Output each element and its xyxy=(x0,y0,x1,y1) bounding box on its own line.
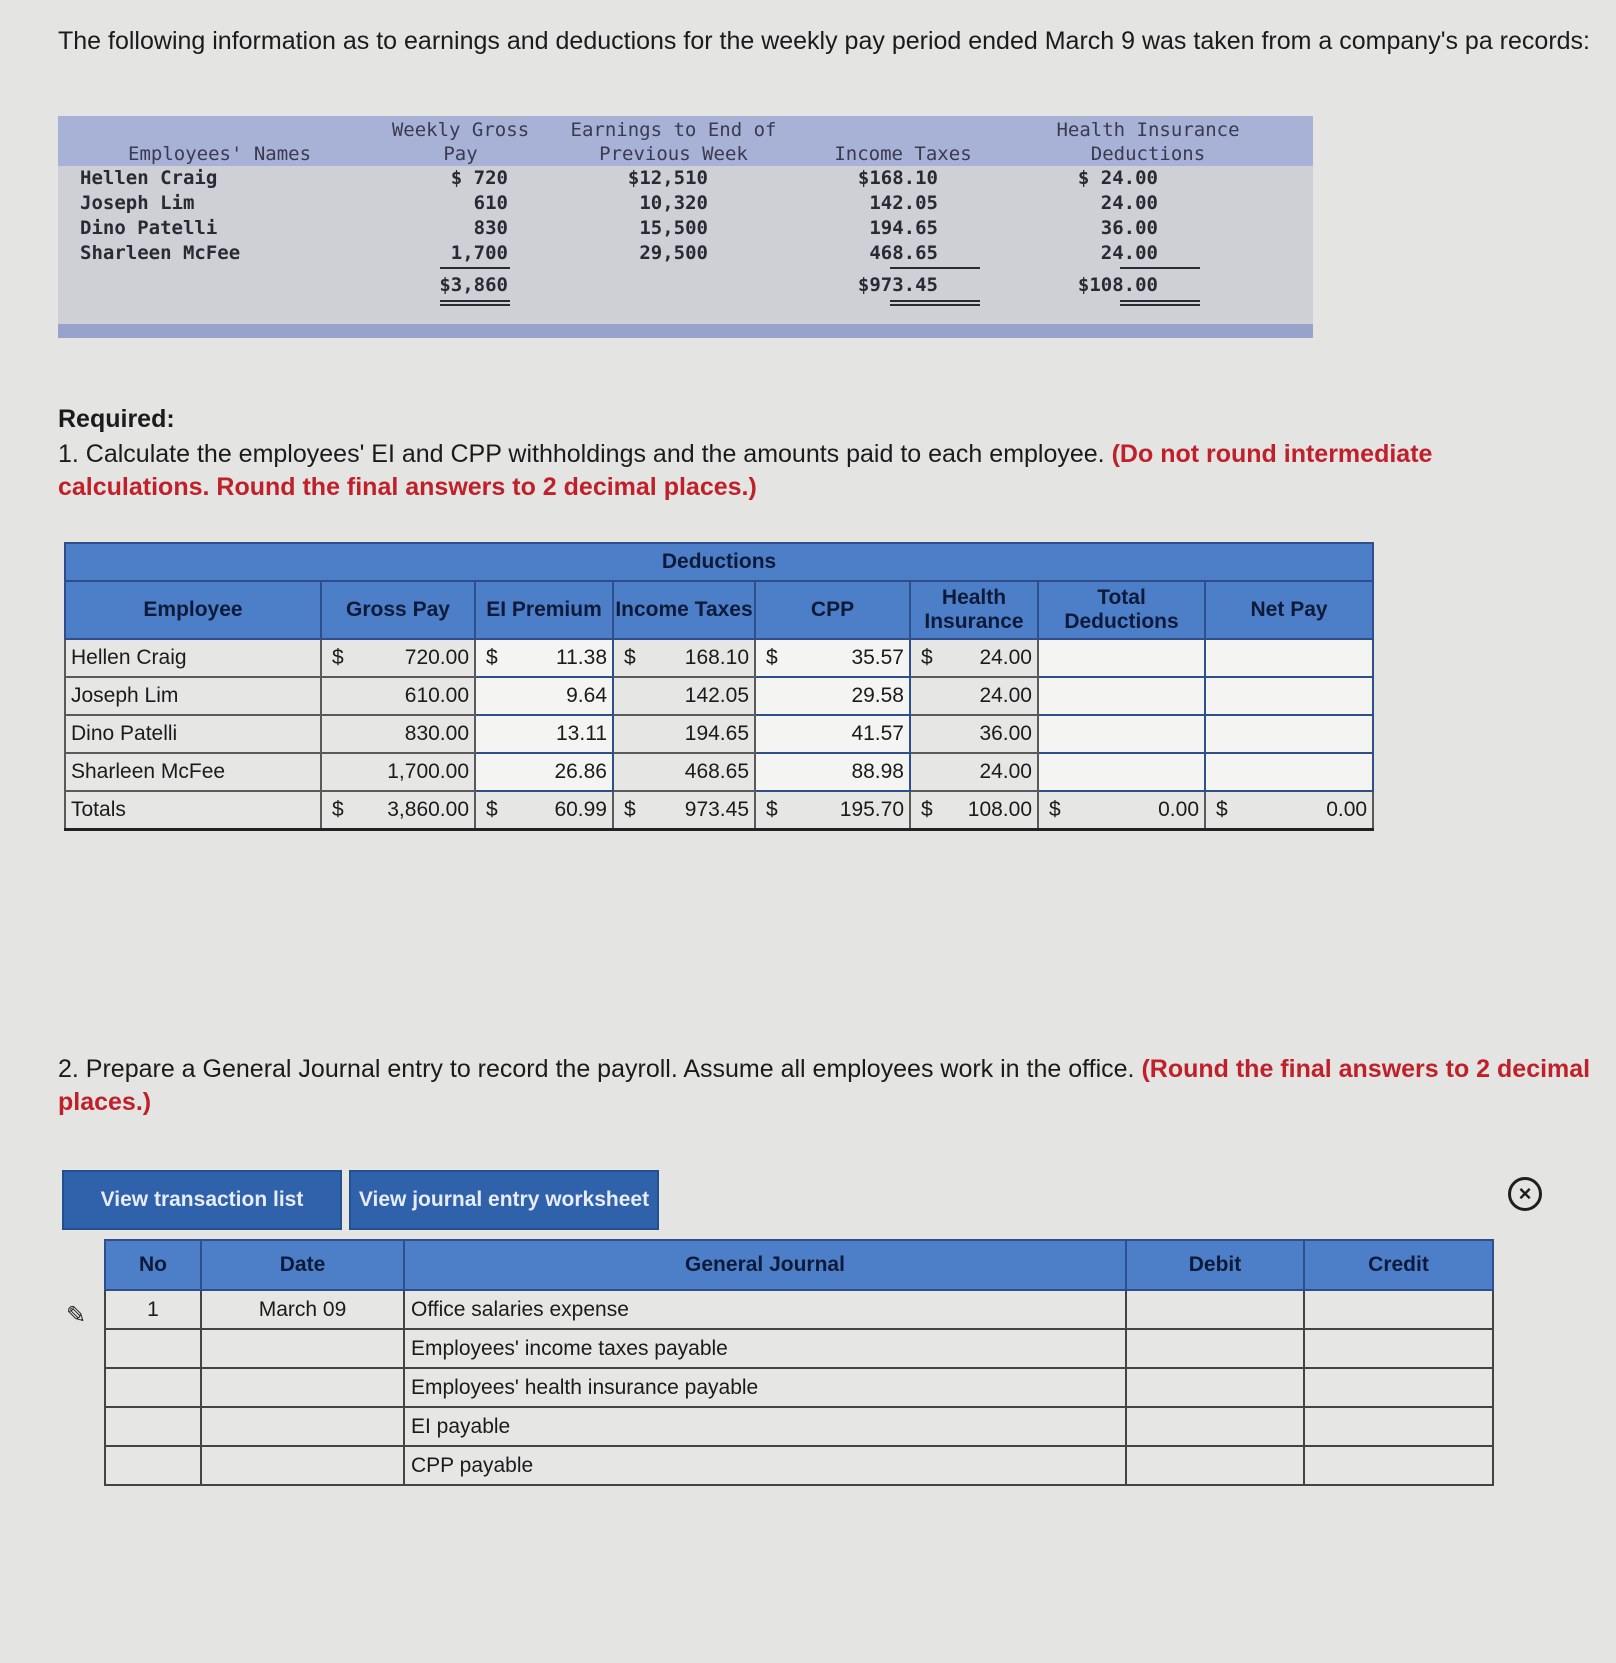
income-taxes-cell: $ 168.10 xyxy=(613,639,755,677)
credit-input[interactable] xyxy=(1304,1407,1493,1446)
col-employee: Employee xyxy=(65,581,321,639)
income-taxes-cell: 468.65 xyxy=(613,753,755,791)
info-gross: 830 xyxy=(473,217,508,239)
info-health: 36.00 xyxy=(1100,217,1158,239)
debit-input[interactable] xyxy=(1126,1446,1304,1485)
info-health: 24.00 xyxy=(1100,192,1158,214)
table-row xyxy=(65,639,1373,677)
info-total-tax: $973.45 xyxy=(857,274,938,296)
col-total-deductions: Total Deductions xyxy=(1038,581,1205,639)
underline xyxy=(1120,267,1200,269)
account-name: Employees' health insurance payable xyxy=(404,1368,1126,1407)
part2-instructions xyxy=(58,1053,1610,1119)
info-gross: $ 720 xyxy=(450,167,508,189)
part1-text: 1. Calculate the employees' EI and CPP withholdings and the amounts paid to each employee. xyxy=(58,440,1105,468)
col-credit: Credit xyxy=(1304,1240,1493,1290)
debit-input[interactable] xyxy=(1126,1290,1304,1329)
entry-date xyxy=(201,1446,404,1485)
col-net-pay: Net Pay xyxy=(1205,581,1373,639)
health-insurance-cell: $ 24.00 xyxy=(910,639,1038,677)
col-no: No xyxy=(105,1240,201,1290)
entry-number xyxy=(105,1329,201,1368)
credit-input[interactable] xyxy=(1304,1446,1493,1485)
col-gross-pay: Gross Pay xyxy=(321,581,475,639)
employee-name: Sharleen McFee xyxy=(65,753,321,791)
underline xyxy=(890,267,980,269)
info-header-prev-1: Earnings to End of xyxy=(570,119,777,141)
info-prev: $12,510 xyxy=(627,167,708,189)
total-gross-pay: $ 3,860.00 xyxy=(321,791,475,830)
account-name: EI payable xyxy=(404,1407,1126,1446)
debit-input[interactable] xyxy=(1126,1368,1304,1407)
total-net-pay: $ 0.00 xyxy=(1205,791,1373,830)
journal-row xyxy=(105,1407,1493,1446)
total-deductions-input[interactable] xyxy=(1038,677,1205,715)
entry-number xyxy=(105,1368,201,1407)
info-name: Joseph Lim xyxy=(80,192,195,214)
info-header-prev-2: Previous Week xyxy=(599,143,748,165)
account-name: CPP payable xyxy=(404,1446,1126,1485)
income-taxes-cell: 194.65 xyxy=(613,715,755,753)
cpp-input[interactable]: 41.57 xyxy=(755,715,910,753)
double-underline xyxy=(440,304,510,306)
col-health-insurance: Health Insurance xyxy=(910,581,1038,639)
gross-pay-cell: 1,700.00 xyxy=(321,753,475,791)
ei-premium-input[interactable]: 13.11 xyxy=(475,715,613,753)
entry-number xyxy=(105,1446,201,1485)
payroll-info-table xyxy=(58,116,1313,338)
cpp-input[interactable]: 88.98 xyxy=(755,753,910,791)
journal-row xyxy=(105,1329,1493,1368)
deductions-table xyxy=(64,542,1374,831)
journal-row xyxy=(105,1368,1493,1407)
general-journal-table xyxy=(104,1239,1494,1486)
journal-row xyxy=(105,1290,1493,1329)
info-header-health-1: Health Insurance xyxy=(1056,119,1240,141)
gross-pay-cell: $ 720.00 xyxy=(321,639,475,677)
col-ei-premium: EI Premium xyxy=(475,581,613,639)
part1-instructions xyxy=(58,438,1578,504)
intro-text: The following information as to earnings and deductions for the weekly pay period ended March 9 was taken from a company's pa records: xyxy=(58,27,1590,55)
credit-input[interactable] xyxy=(1304,1290,1493,1329)
total-ei-premium: $ 60.99 xyxy=(475,791,613,830)
totals-row xyxy=(65,791,1373,830)
col-cpp: CPP xyxy=(755,581,910,639)
col-income-taxes: Income Taxes xyxy=(613,581,755,639)
view-transaction-list-button[interactable]: View transaction list xyxy=(62,1170,342,1230)
total-cpp: $ 195.70 xyxy=(755,791,910,830)
total-deductions-sum: $ 0.00 xyxy=(1038,791,1205,830)
net-pay-input[interactable] xyxy=(1205,715,1373,753)
account-name: Employees' income taxes payable xyxy=(404,1329,1126,1368)
health-insurance-cell: 24.00 xyxy=(910,753,1038,791)
double-underline xyxy=(440,300,510,302)
info-prev: 10,320 xyxy=(639,192,708,214)
entry-number xyxy=(105,1407,201,1446)
info-name: Hellen Craig xyxy=(80,167,218,189)
entry-date xyxy=(201,1329,404,1368)
col-date: Date xyxy=(201,1240,404,1290)
gross-pay-cell: 830.00 xyxy=(321,715,475,753)
cpp-input[interactable]: 29.58 xyxy=(755,677,910,715)
income-taxes-cell: 142.05 xyxy=(613,677,755,715)
total-deductions-input[interactable] xyxy=(1038,715,1205,753)
info-total-health: $108.00 xyxy=(1077,274,1158,296)
ei-premium-input[interactable]: 26.86 xyxy=(475,753,613,791)
ei-premium-input[interactable]: $ 11.38 xyxy=(475,639,613,677)
health-insurance-cell: 24.00 xyxy=(910,677,1038,715)
net-pay-input[interactable] xyxy=(1205,753,1373,791)
view-journal-worksheet-button[interactable]: View journal entry worksheet xyxy=(349,1170,659,1230)
deductions-group-header: Deductions xyxy=(65,543,1373,581)
info-prev: 15,500 xyxy=(639,217,708,239)
info-tax: 194.65 xyxy=(869,217,938,239)
underline xyxy=(440,267,510,269)
employee-name: Joseph Lim xyxy=(65,677,321,715)
info-name: Dino Patelli xyxy=(80,217,218,239)
journal-row xyxy=(105,1446,1493,1485)
info-health: $ 24.00 xyxy=(1077,167,1158,189)
col-general-journal: General Journal xyxy=(404,1240,1126,1290)
employee-name: Hellen Craig xyxy=(65,639,321,677)
info-footer-band xyxy=(58,324,1313,338)
part2-note: (Round the final answers to 2 decimal places.) xyxy=(58,1055,1591,1116)
account-name: Office salaries expense xyxy=(404,1290,1126,1329)
entry-date: March 09 xyxy=(201,1290,404,1329)
ei-premium-input[interactable]: 9.64 xyxy=(475,677,613,715)
credit-input[interactable] xyxy=(1304,1329,1493,1368)
info-header-health-2: Deductions xyxy=(1090,143,1206,165)
info-total-gross: $3,860 xyxy=(439,274,508,296)
info-health: 24.00 xyxy=(1100,242,1158,264)
total-deductions-input[interactable] xyxy=(1038,639,1205,677)
info-prev: 29,500 xyxy=(639,242,708,264)
table-row xyxy=(65,677,1373,715)
part2-text: 2. Prepare a General Journal entry to record the payroll. Assume all employees work in the office. xyxy=(58,1055,1135,1083)
entry-date xyxy=(201,1368,404,1407)
info-header-tax: Income Taxes xyxy=(834,143,972,165)
cpp-input[interactable]: $ 35.57 xyxy=(755,639,910,677)
table-row xyxy=(65,715,1373,753)
entry-date xyxy=(201,1407,404,1446)
edit-pencil-icon[interactable]: ✎ xyxy=(66,1302,87,1329)
double-underline xyxy=(1120,304,1200,306)
totals-label: Totals xyxy=(65,791,321,830)
entry-number: 1 xyxy=(105,1290,201,1329)
total-deductions-input[interactable] xyxy=(1038,753,1205,791)
health-insurance-cell: 36.00 xyxy=(910,715,1038,753)
debit-input[interactable] xyxy=(1126,1407,1304,1446)
part1-note: (Do not round intermediate calculations. Round the final answers to 2 decimal places.) xyxy=(58,440,1433,501)
double-underline xyxy=(1120,300,1200,302)
net-pay-input[interactable] xyxy=(1205,639,1373,677)
net-pay-input[interactable] xyxy=(1205,677,1373,715)
info-gross: 610 xyxy=(473,192,508,214)
info-tax: 142.05 xyxy=(869,192,938,214)
info-header-names: Employees' Names xyxy=(128,143,312,165)
double-underline xyxy=(890,304,980,306)
info-tax: $168.10 xyxy=(857,167,938,189)
info-header-gross-1: Weekly Gross xyxy=(391,119,530,141)
close-icon[interactable]: × xyxy=(1508,1177,1542,1211)
total-health-insurance: $ 108.00 xyxy=(910,791,1038,830)
info-name: Sharleen McFee xyxy=(80,242,241,264)
info-header-gross-2: Pay xyxy=(443,143,478,165)
employee-name: Dino Patelli xyxy=(65,715,321,753)
info-gross: 1,700 xyxy=(450,242,508,264)
info-tax: 468.65 xyxy=(869,242,938,264)
credit-input[interactable] xyxy=(1304,1368,1493,1407)
col-debit: Debit xyxy=(1126,1240,1304,1290)
debit-input[interactable] xyxy=(1126,1329,1304,1368)
gross-pay-cell: 610.00 xyxy=(321,677,475,715)
table-row xyxy=(65,753,1373,791)
total-income-taxes: $ 973.45 xyxy=(613,791,755,830)
double-underline xyxy=(890,300,980,302)
required-heading: Required: xyxy=(58,405,175,433)
